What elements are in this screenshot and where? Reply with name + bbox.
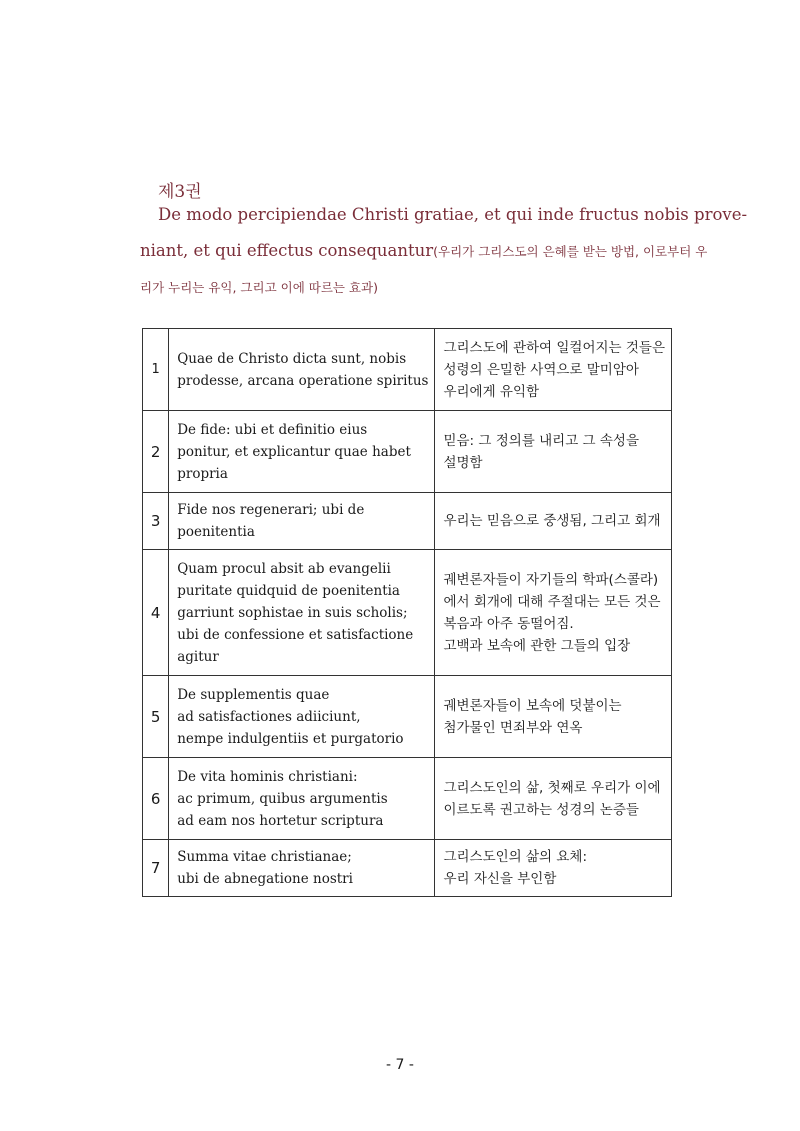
chapter-table (142, 328, 672, 897)
latin-line: poenitentia (177, 524, 255, 540)
chapter-row (143, 758, 672, 840)
chapter-row (143, 493, 672, 550)
latin-line: De fide: ubi et definitio eius (177, 421, 368, 438)
chapter-latin-title (169, 411, 435, 493)
latin-line: garriunt sophistae in suis scholis; (177, 604, 408, 621)
chapter-number: 7 (143, 840, 169, 897)
intro-line-3: 리가 누리는 유익, 그리고 이에 따르는 효과) (140, 280, 378, 295)
book-heading: 제3권 (158, 182, 202, 202)
chapter-korean-title (435, 411, 672, 493)
chapter-korean-title (435, 676, 672, 758)
latin-line: ad satisfactiones adiiciunt, (177, 708, 361, 725)
korean-line: 우리 자신을 부인함 (443, 871, 557, 887)
latin-line: nempe indulgentiis et purgatorio (177, 730, 404, 747)
chapter-row (143, 840, 672, 897)
chapter-number: 1 (143, 329, 169, 411)
latin-line: Quae de Christo dicta sunt, nobis (177, 350, 407, 367)
chapter-latin-title (169, 493, 435, 550)
latin-line: ponitur, et explicantur quae habet (177, 443, 411, 460)
korean-line: 우리는 믿음으로 중생됨, 그리고 회개 (443, 513, 661, 529)
intro-line-2 (140, 241, 707, 260)
korean-line: 성령의 은밀한 사역으로 말미암아 (443, 361, 639, 378)
latin-line: prodesse, arcana operatione spiritus (177, 372, 429, 389)
latin-line: Fide nos regenerari; ubi de (177, 502, 365, 518)
latin-line: Summa vitae christianae; (177, 849, 352, 865)
chapter-latin-title (169, 329, 435, 411)
chapter-korean-title (435, 493, 672, 550)
page-number: - 7 - (386, 1057, 414, 1073)
korean-line: 고백과 보속에 관한 그들의 입장 (443, 637, 631, 654)
korean-line: 그리스도에 관하여 일컬어지는 것들은 (443, 339, 665, 356)
latin-line: ubi de confessione et satisfactione (177, 626, 414, 643)
korean-line: 첨가물인 면죄부와 연옥 (443, 719, 583, 736)
intro-line-1: De modo percipiendae Christi gratiae, et qui inde fructus nobis prove- (158, 205, 748, 224)
korean-line: 이르도록 권고하는 성경의 논증들 (443, 801, 639, 818)
chapter-row (143, 550, 672, 676)
korean-line: 우리에게 유익함 (443, 383, 540, 400)
korean-line: 설명함 (443, 454, 483, 471)
korean-line: 믿음: 그 정의를 내리고 그 속성을 (443, 432, 640, 449)
latin-line: agitur (177, 648, 219, 665)
latin-line: De supplementis quae (177, 686, 330, 703)
chapter-korean-title (435, 329, 672, 411)
korean-line: 복음과 아주 동떨어짐. (443, 615, 574, 632)
korean-line: 그리스도인의 삶, 첫째로 우리가 이에 (443, 779, 661, 796)
chapter-number: 5 (143, 676, 169, 758)
chapter-latin-title (169, 758, 435, 840)
chapter-korean-title (435, 758, 672, 840)
chapter-korean-title (435, 550, 672, 676)
korean-line: 그리스도인의 삶의 요체: (443, 849, 588, 865)
chapter-latin-title (169, 840, 435, 897)
intro-korean-start: (우리가 그리스도의 은혜를 받는 방법, 이로부터 우 (433, 244, 708, 259)
chapter-number: 3 (143, 493, 169, 550)
chapter-number: 2 (143, 411, 169, 493)
intro-latin-end: niant, et qui effectus consequantur (140, 241, 434, 260)
latin-line: puritate quidquid de poenitentia (177, 582, 400, 599)
chapter-latin-title (169, 676, 435, 758)
latin-line: propria (177, 465, 228, 482)
chapter-number: 4 (143, 550, 169, 676)
chapter-row (143, 329, 672, 411)
chapter-row (143, 676, 672, 758)
korean-line: 에서 회개에 대해 주절대는 모든 것은 (443, 593, 661, 610)
latin-line: De vita hominis christiani: (177, 768, 358, 785)
latin-line: Quam procul absit ab evangelii (177, 560, 391, 577)
latin-line: ubi de abnegatione nostri (177, 871, 353, 887)
chapter-korean-title (435, 840, 672, 897)
chapter-latin-title (169, 550, 435, 676)
korean-line: 궤변론자들이 자기들의 학파(스콜라) (443, 571, 659, 588)
latin-line: ac primum, quibus argumentis (177, 790, 388, 807)
latin-line: ad eam nos hortetur scriptura (177, 812, 384, 829)
korean-line: 궤변론자들이 보속에 덧붙이는 (443, 697, 622, 714)
chapter-number: 6 (143, 758, 169, 840)
chapter-row (143, 411, 672, 493)
